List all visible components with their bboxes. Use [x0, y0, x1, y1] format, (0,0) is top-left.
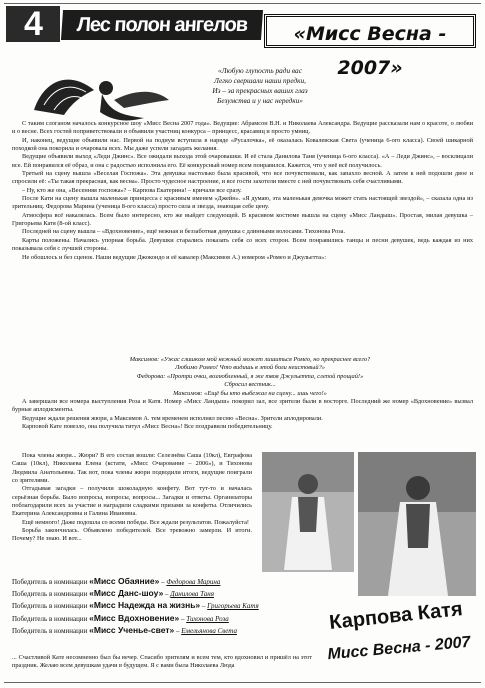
epigraph-line: Легко свершали наши предки, — [214, 76, 306, 85]
paragraph: После Кати на сцену вышла маленькая принцесса с красивым именем «Джейн». «Я думаю, эта маленькая девочка может стать настоящей звездой», – сказала одна из зрительниц. Федорова Марина (ученица 8-ого класса) просто сила и звезда, знающая себе цену. — [12, 195, 473, 211]
nomination-title: «Мисс Данс-шоу» — [89, 588, 164, 599]
nomination-prefix: Победитель в номинации — [12, 614, 90, 623]
paragraph: И, наконец, ведущие объявили нас. Первой на подиум вступила в наряде «Русалочка», её оказалась Ковалевская Света (ученица 6-ого класса). Своей шикарной походкой она покорила и очаровала всех. Мы даже успели загадать желания. — [12, 136, 473, 153]
paragraph: С таким слоганом началось конкурсное шоу «Мисс Весна 2007 года». Ведущие: Абрамсон В.Н. и Николаева Александра. Ведущие рассказали нам о красоте, о любви и о весне. Всех гостей поприветствовали и объявили участниц конкурса – принцесс, красавиц и просто умниц. — [12, 120, 473, 136]
epigraph — [190, 66, 330, 106]
nomination-row: Победитель в номинации «Мисс Надежда на жизнь» – Григорьева Катя — [12, 600, 259, 611]
nomination-prefix: Победитель в номинации — [12, 626, 90, 635]
nomination-winner: Емельянова Света — [181, 626, 237, 635]
dialogue-line: Максимов: «Ещё бы кто выбежал на сцену... ишь чего!» — [173, 389, 327, 397]
paragraph: Ведущие объявили выход «Леди Джинс». Все ожидали выхода этой очаровашки. И её стала Данилова Таня (ученица 6-ого класса). «А – Леди Джинс», – восклицали все. Ей понравился её образ, и она с радостью исполнила его. Её конкурсный номер всем понравился. Кажется, что у неё всё получилось. — [12, 153, 473, 169]
dialogue-line: Максимов: «Ужас слишком мой нежный может лишиться Ромео, но прекраснее всего? — [129, 356, 371, 363]
nomination-title: «Мисс Обаяние» — [89, 576, 160, 586]
nomination-row: Победитель в номинации «Мисс Вдохновение» – Тихонова Роза — [12, 612, 229, 623]
article-title: «Мисс Весна - 2007» — [264, 14, 476, 48]
paragraph: Борьба закончилась. Объявлено победителей. Все тревожно замерли. И итоги. Почему? Не знаю. И вот... — [12, 527, 252, 543]
epigraph-line: «Любую глупость ради вас — [218, 66, 302, 75]
paragraph: Последней на сцену вышла – «Вдохновение», ещё нежная и беззаботная девушка с длинными волосами. Тихонова Роза. — [22, 228, 346, 236]
nomination-winner: Тихонова Роза — [186, 614, 229, 623]
nomination-row: Победитель в номинации «Мисс Данс-шоу» – Данилова Таня — [12, 588, 214, 599]
paragraph: Ведущие ждали решения жюри, а Максимов А. тем временем исполнял песню «Весна». Зрители аплодировали. — [22, 414, 323, 422]
nomination-row: Победитель в номинации «Мисс Ученье-свет» – Емельянова Света — [12, 624, 237, 635]
nomination-prefix: Победитель в номинации — [12, 578, 90, 586]
article-body-top — [12, 120, 473, 356]
paragraph: Карповой Кате повезло, она получила титул «Мисс Весна»! Все поздравили победительницу. — [22, 423, 273, 431]
epigraph-line: Из – за прекрасных ваших глаз — [212, 86, 308, 95]
paragraph: Атмосфера всё накалялась. Всем было интересно, кто же выйдет следующей. В красивом костюме вышла на сцену «Мисс Ландыш». Простая, милая девушка – Григорьева Катя (8-ой класс). — [12, 211, 473, 228]
paragraph: Ещё немного! Даже подошла со всеми победы. Все ждали результатов. Пожалуйста! — [22, 518, 250, 526]
photo-figure — [262, 452, 354, 572]
paragraph: Отгадывая загадки – получили шоколадную конфету. Вот тут-то и началась серьёзная борьба. Было вопросы, вопросы, вопросы... Загадки и ответы. Организаторы поблагодарили всех за участие и наградили сладкими призами за конфеты. Отличились Екатерина Александровна и Галина Ивановна. — [12, 485, 252, 518]
scene-dialogue — [40, 356, 460, 398]
paragraph: Не обошлось и без сценок. Наши ведущие Джокондо и её кавалер (Максимов А.) номером «Ромео и Джульетта»: — [22, 253, 326, 261]
paragraph: – Ну, кто же она, «Весенняя госпожа»? – Карпова Екатерина! – кричали все сразу. — [22, 186, 242, 194]
nomination-title: «Мисс Вдохновение» — [89, 612, 180, 623]
paragraph: Третьей на сцену вышла «Веселая Госпожа». Эта девушка настолько была красивой, что все почувствовали, как запахло весной. А затем к ней подошли двое и спросили её: «Ты такая прекрасная, как весна». Просто чудесное настроение, и все гости захотели вместе с ней почувствовать себя счастливыми. — [12, 170, 473, 186]
winner-photo — [358, 452, 476, 596]
nomination-winner: Федорова Марина — [166, 578, 221, 586]
contestant-photo — [262, 452, 354, 572]
paragraph: А завершали все номера выступления Роза и Катя. Номер «Мисс Ландыш» покорил зал, все зрители были в восторге. Последний же номер «Вдохновение» вызвал бурные аплодисменты. — [12, 398, 473, 414]
photo-caption-name: Карпова Катя — [328, 598, 464, 634]
nomination-prefix: Победитель в номинации — [12, 602, 90, 611]
nominations-list — [12, 576, 312, 637]
top-rule — [4, 3, 481, 4]
paragraph: Карты положены. Начались упорная борьба. Девушки старались показать себя со всех сторон. Всем понравились танцы и песни девушек, ведь каждая из них показывала себя с лучшей стороны. — [12, 236, 473, 253]
issue-number-badge: 4 — [6, 6, 60, 42]
article-body-lower — [12, 452, 252, 567]
dialogue-line: Федорова: «Протри очки, возлюбленный, я же твоя Джульетта, слепой прощай!» — [136, 372, 364, 380]
epigraph-line: Безумства и у нас нередки» — [217, 96, 303, 105]
bottom-rule — [4, 682, 481, 683]
nomination-title: «Мисс Ученье-свет» — [89, 624, 175, 635]
photo-figure — [358, 452, 476, 596]
paragraph: Пока члены жюри... Жюри? В его состав вошли: Селезнёва Саша (10кл), Евграфова Саша (10кл), Николаева Елена (кстати, «Мисс Очарование – 2006»), и Тихонова Людмила Анатольевна. Так вот, пока члены жюри подводили итоги, ведущие поиграли со зрителями. — [12, 452, 252, 485]
photo-caption-event: Мисс Весна - 2007 — [326, 633, 472, 664]
article-body-middle — [12, 398, 473, 458]
nomination-winner: Данилова Таня — [170, 590, 214, 599]
closing-paragraph: ... Счастливой Кате несомненно был бы вечер. Спасибо зрителям и всем тем, кто вдохновил и пришёл на этот праздник. Желаю всем девушкам удачи в будущем. Я с вами была Николаева Люда — [12, 654, 312, 670]
nomination-row: Победитель в номинации «Мисс Обаяние» – Федорова Марина — [12, 576, 221, 586]
section-banner: Лес полон ангелов — [61, 10, 263, 40]
nomination-title: «Мисс Надежда на жизнь» — [89, 600, 201, 611]
nomination-prefix: Победитель в номинации — [12, 590, 90, 599]
dialogue-line: Сбросил вестник... — [224, 381, 276, 389]
nomination-winner: Григорьева Катя — [207, 602, 259, 611]
dialogue-line: Любимо Ромео! Что видишь в этой боли неистовый?» — [175, 364, 325, 372]
